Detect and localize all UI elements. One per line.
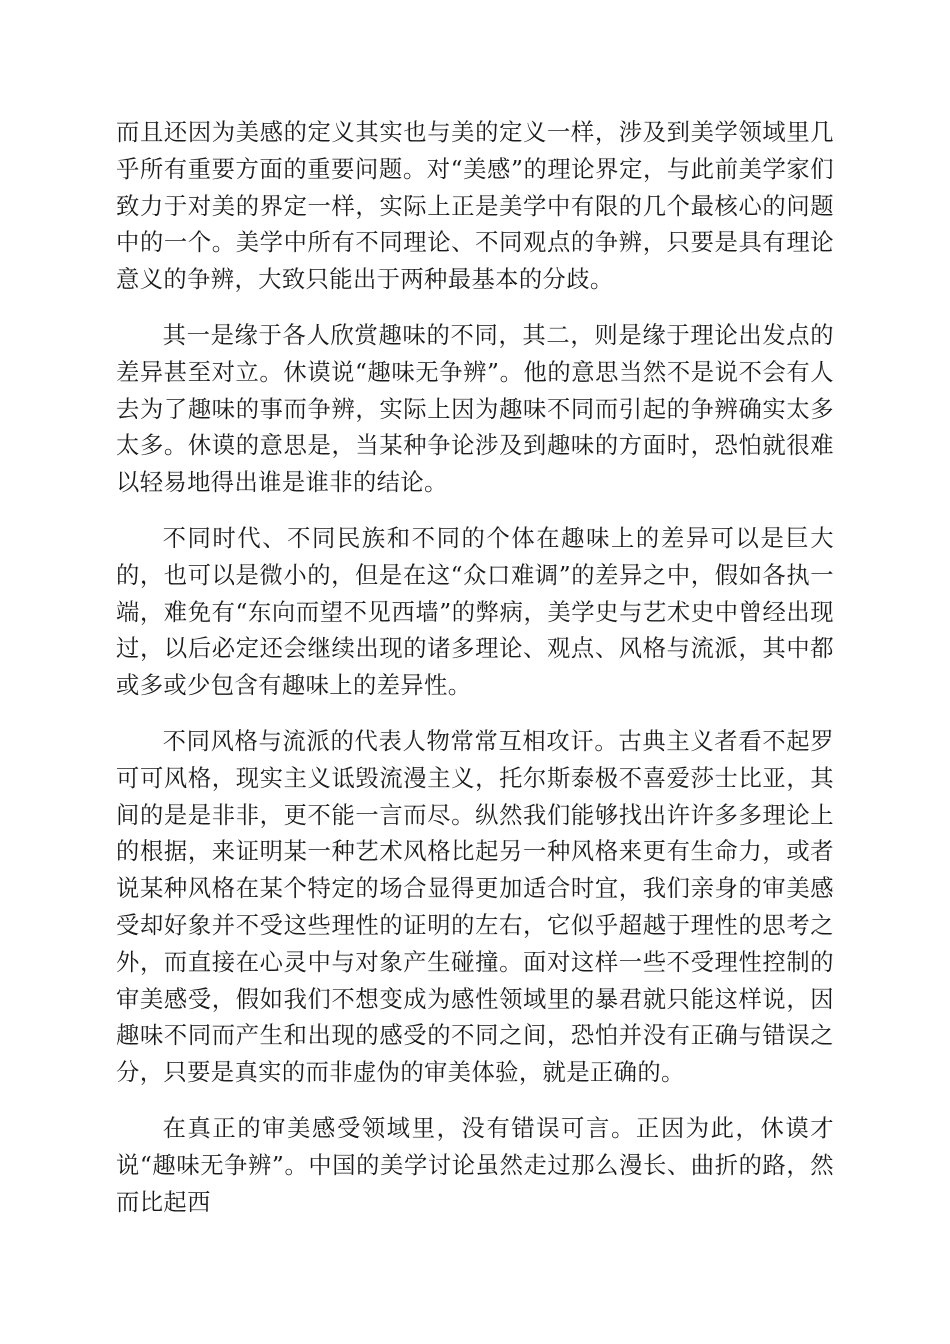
paragraph-4: 不同风格与流派的代表人物常常互相攻讦。古典主义者看不起罗可可风格，现实主义诋毁流漫主义，托尔斯泰极不喜爱莎士比亚，其间的是是非非，更不能一言而尽。纵然我们能够找出许许多多理论上的根据，来证明某一种艺术风格比起另一种风格来更有生命力，或者说某种风格在某个特定的场合显得更加适合时宜，我们亲身的审美感受却好象并不受这些理性的证明的左右，它似乎超越于理性的思考之外，而直接在心灵中与对象产生碰撞。面对这样一些不受理性控制的审美感受，假如我们不想变成为感性领域里的暴君就只能这样说，因趣味不同而产生和出现的感受的不同之间，恐怕并没有正确与错误之分，只要是真实的而非虚伪的审美体验，就是正确的。 — [116, 727, 834, 1087]
paragraph-5: 在真正的审美感受领域里，没有错误可言。正因为此，休谟才说“趣味无争辨”。中国的美学讨论虽然走过那么漫长、曲折的路，然而比起西 — [116, 1114, 834, 1216]
paragraph-3: 不同时代、不同民族和不同的个体在趣味上的差异可以是巨大的，也可以是微小的，但是在这“众口难调”的差异之中，假如各执一端，难免有“东向而望不见西墙”的弊病，美学史与艺术史中曾经出现过，以后必定还会继续出现的诸多理论、观点、风格与流派，其中都或多或少包含有趣味上的差异性。 — [116, 524, 834, 700]
document-body — [116, 115, 834, 1240]
paragraph-2: 其一是缘于各人欣赏趣味的不同，其二，则是缘于理论出发点的差异甚至对立。休谟说“趣味无争辨”。他的意思当然不是说不会有人去为了趣味的事而争辨，实际上因为趣味不同而引起的争辨确实太多太多。休谟的意思是，当某种争论涉及到趣味的方面时，恐怕就很难以轻易地得出谁是谁非的结论。 — [116, 321, 834, 497]
paragraph-1: 而且还因为美感的定义其实也与美的定义一样，涉及到美学领域里几乎所有重要方面的重要问题。对“美感”的理论界定，与此前美学家们致力于对美的界定一样，实际上正是美学中有限的几个最核心的问题中的一个。美学中所有不同理论、不同观点的争辨，只要是具有理论意义的争辨，大致只能出于两种最基本的分歧。 — [116, 119, 834, 294]
